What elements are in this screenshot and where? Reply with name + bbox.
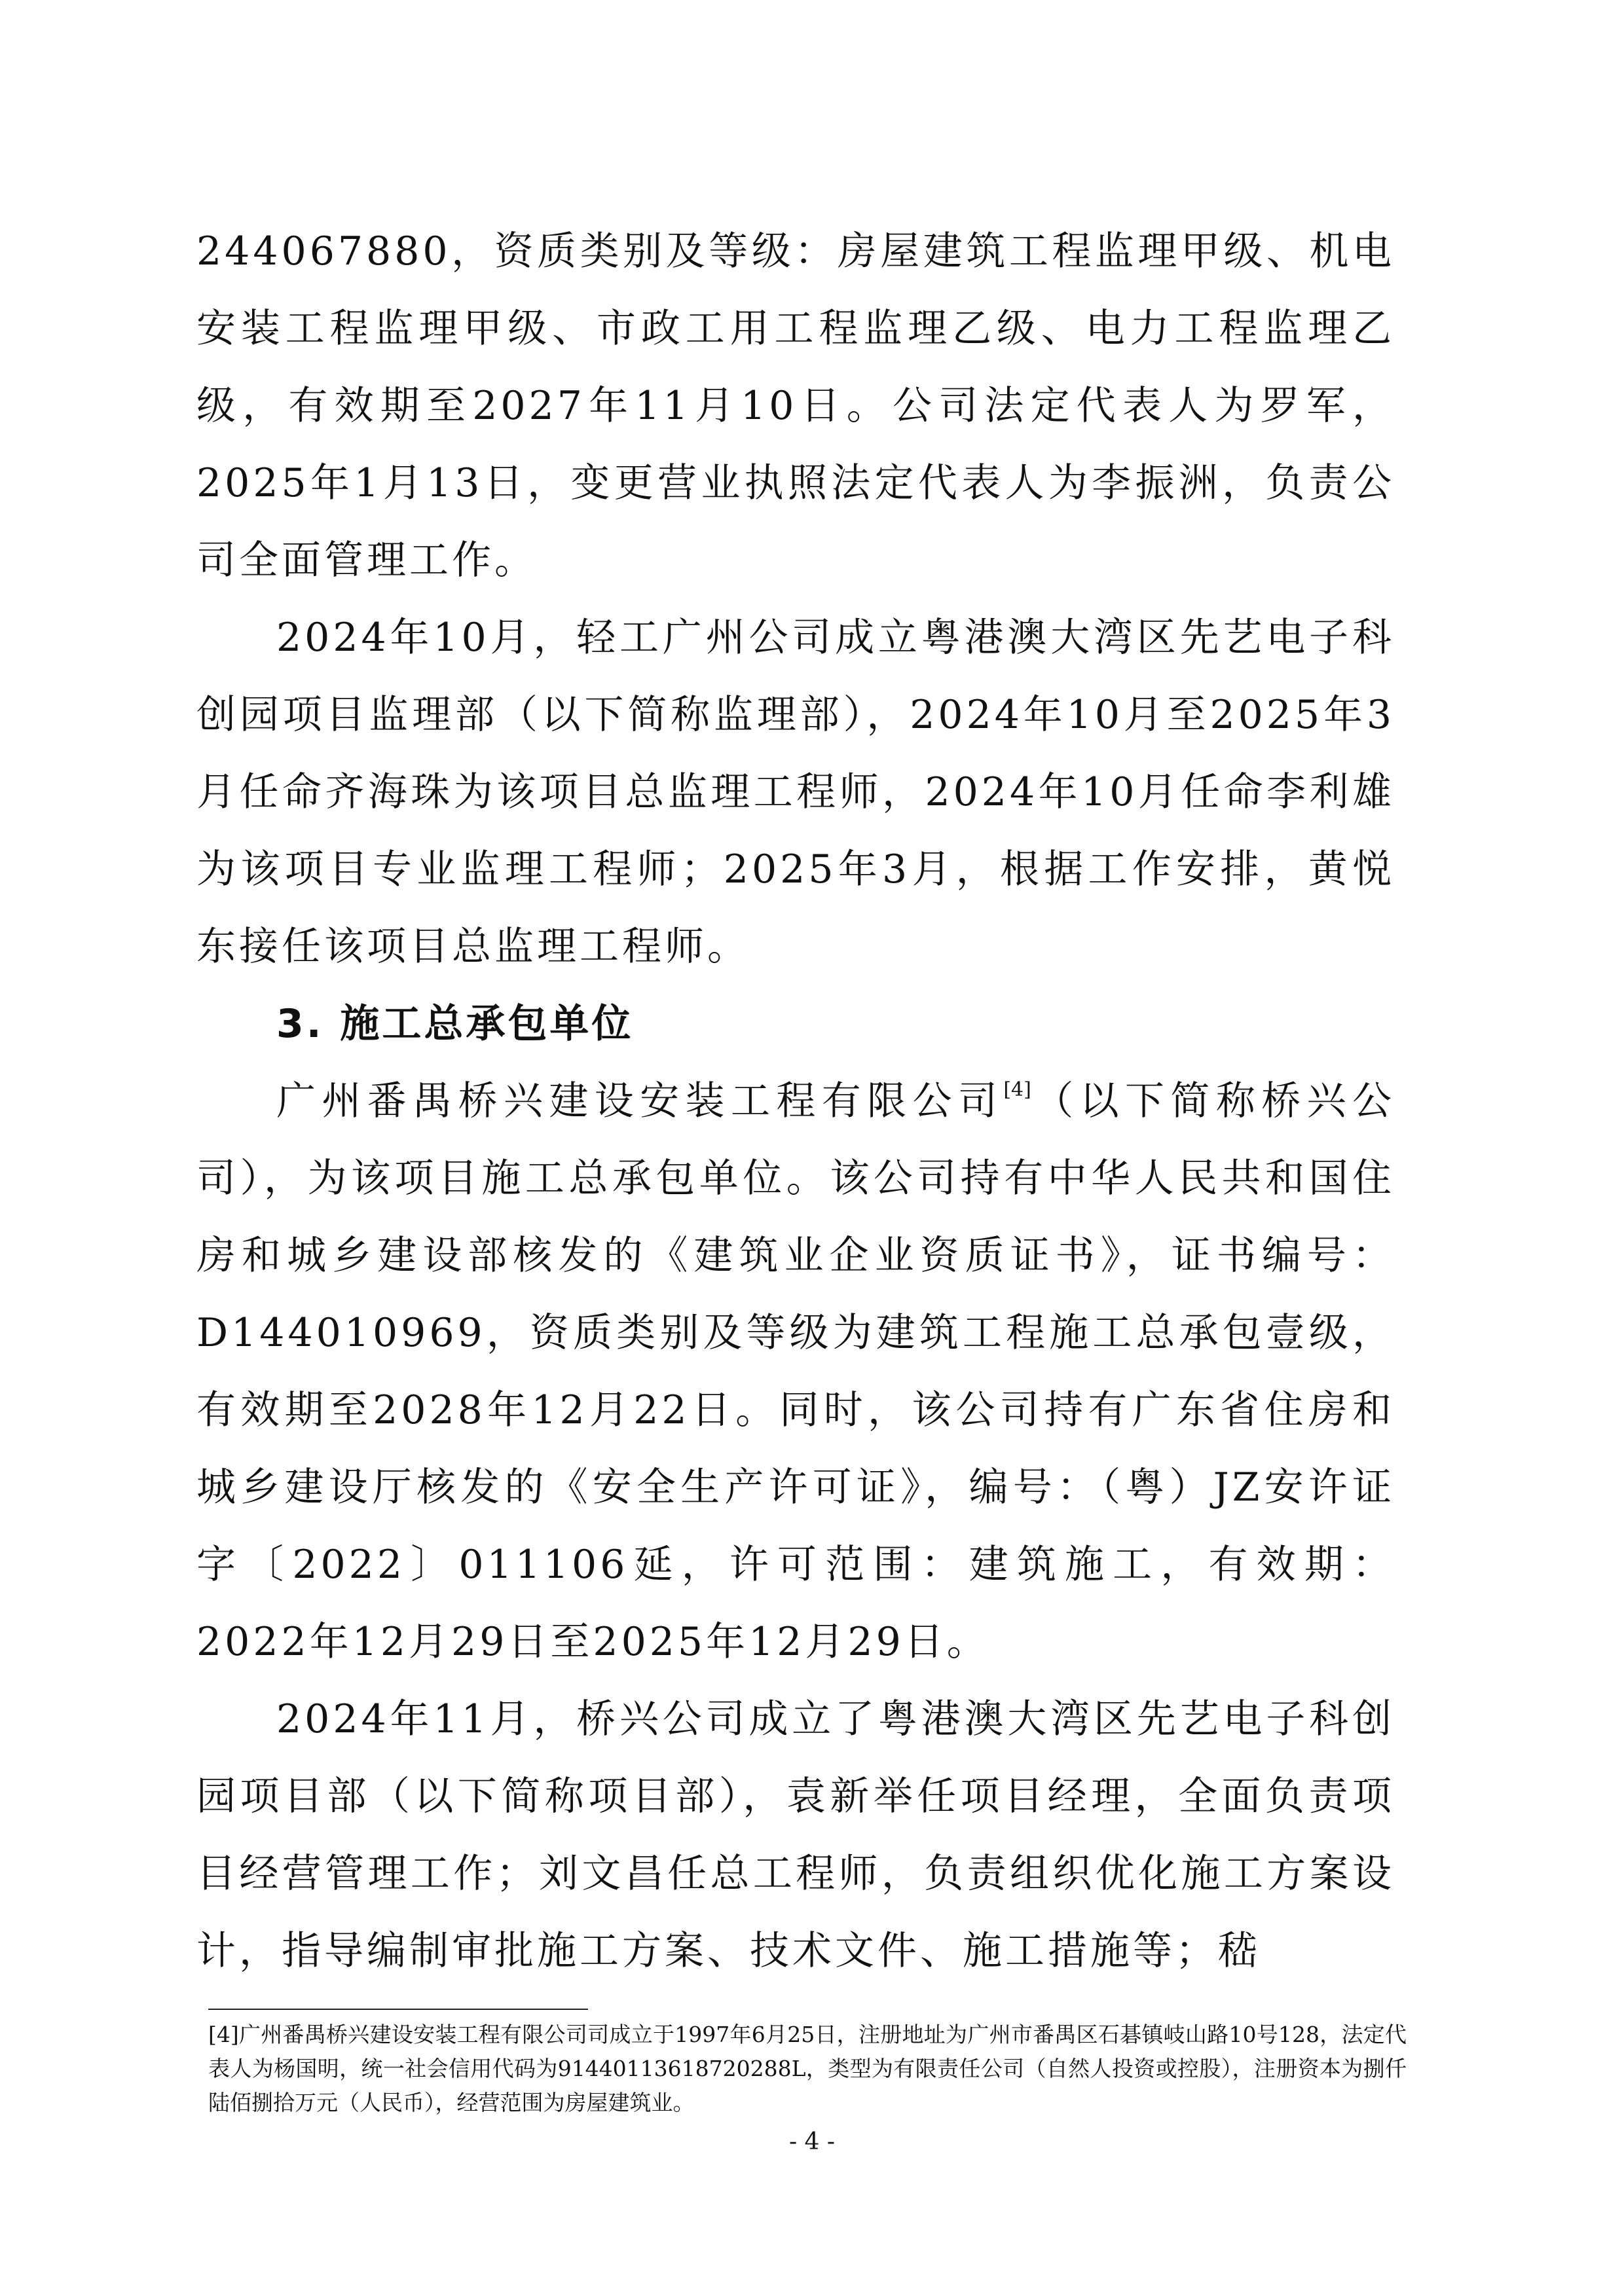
paragraph-general-contractor (196, 1063, 1395, 1681)
paragraph-supervisor-qualification: 244067880，资质类别及等级：房屋建筑工程监理甲级、机电安装工程监理甲级、市政工用工程监理乙级、电力工程监理乙级，有效期至2027年11月10日。公司法定代表人为罗军，2025年1月13日，变更营业执照法定代表人为李振洲，负责公司全面管理工作。 (196, 228, 1395, 583)
footnote: [4]广州番禺桥兴建设安装工程有限公司司成立于1997年6月25日，注册地址为广州市番禺区石碁镇岐山路10号128，法定代表人为杨国明，统一社会信用代码为91440113618720288L，类型为有限责任公司（自然人投资或控股），注册资本为捌仟陆佰捌拾万元（人民币），经营范围为房屋建筑业。 (208, 2022, 1407, 2115)
section-heading: 3. 施工总承包单位 (276, 1001, 634, 1047)
footnote-reference[interactable]: [4] (1003, 1078, 1031, 1101)
paragraph-supervision-department: 2024年10月，轻工广州公司成立粤港澳大湾区先艺电子科创园项目监理部（以下简称监理部），2024年10月至2025年3月任命齐海珠为该项目总监理工程师，2024年10月任命李利雄为该项目专业监理工程师；2025年3月，根据工作安排，黄悦东接任该项目总监理工程师。 (196, 615, 1395, 970)
paragraph-project-department: 2024年11月，桥兴公司成立了粤港澳大湾区先艺电子科创园项目部（以下简称项目部），袁新举任项目经理，全面负责项目经营管理工作；刘文昌任总工程师，负责组织优化施工方案设计，指导编制审批施工方案、技术文件、施工措施等；嵇 (196, 1696, 1395, 1974)
contractor-name: 广州番禺桥兴建设安装工程有限公司 (276, 1078, 1004, 1124)
contractor-details: （以下简称桥兴公司），为该项目施工总承包单位。该公司持有中华人民共和国住房和城乡建设部核发的《建筑业企业资质证书》，证书编号：D144010969，资质类别及等级为建筑工程施工总承包壹级，有效期至2028年12月22日。同时，该公司持有广东省住房和城乡建设厅核发的《安全生产许可证》，编号：（粤）JZ安许证字〔2022〕011106延，许可范围：建筑施工，有效期：2022年12月29日至2025年12月29日。 (196, 1078, 1395, 1665)
footnote-separator (208, 2009, 588, 2010)
body-text (196, 213, 1395, 1990)
page-number: - 4 - (788, 2128, 836, 2155)
